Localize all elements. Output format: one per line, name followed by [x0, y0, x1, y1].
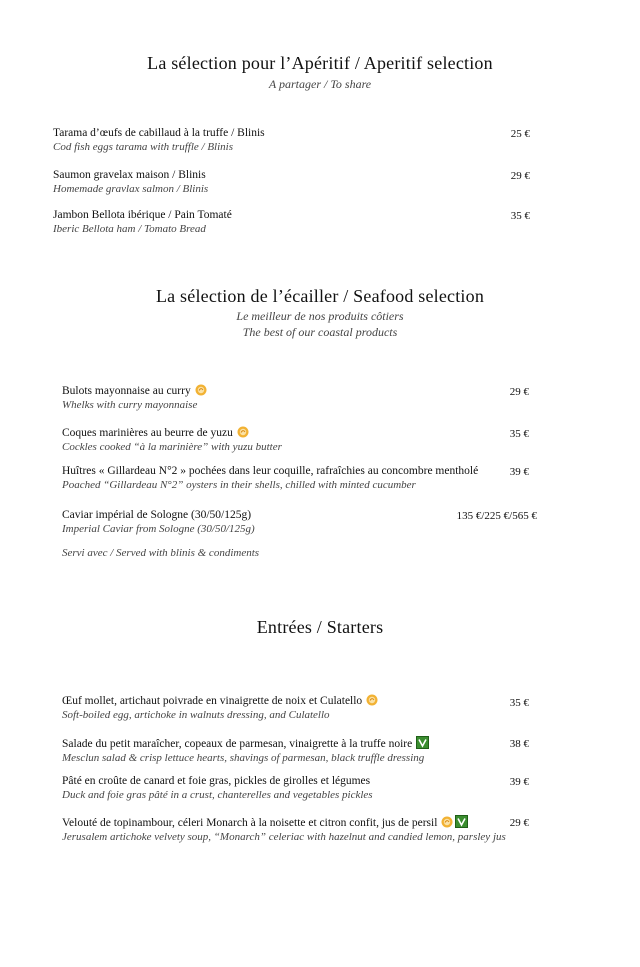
item-price: 29 € [510, 170, 530, 182]
item-name-en: Imperial Caviar from Sologne (30/50/125g) [62, 523, 255, 535]
item-price: 35 € [510, 210, 530, 222]
item-price: 38 € [509, 738, 529, 750]
item-name-fr: Velouté de topinambour, céleri Monarch à la noisette et citron confit, jus de persil [62, 815, 562, 829]
vegetarian-icon [416, 736, 429, 749]
item-price: 39 € [509, 776, 529, 788]
item-name-fr: Coques marinières au beurre de yuzu [62, 426, 562, 439]
spicy-icon [366, 694, 378, 706]
menu-item [53, 127, 553, 153]
served-with-note: Servi avec / Served with blinis & condiments [62, 547, 260, 559]
menu-item [62, 384, 562, 411]
item-price: 39 € [509, 466, 529, 478]
menu-item [53, 209, 553, 235]
item-name-en: Cockles cooked “à la marinière” with yuzu butter [62, 441, 282, 453]
aperitif-subtitle: A partager / To share [268, 77, 372, 91]
item-name-en: Jerusalem artichoke velvety soup, “Monarch” celeriac with hazelnut and candied lemon, parsley jus [62, 831, 506, 843]
item-name-en: Poached “Gillardeau N°2” oysters in their shells, chilled with minted cucumber [62, 479, 416, 491]
spicy-icon [195, 384, 207, 396]
item-name-fr: Pâté en croûte de canard et foie gras, pickles de girolles et légumes [62, 775, 371, 787]
menu-item [62, 775, 562, 801]
item-name-en: Mesclun salad & crisp lettuce hearts, shavings of parmesan, black truffle dressing [62, 752, 425, 764]
vegetarian-icon [455, 815, 468, 828]
item-name-fr: Huîtres « Gillardeau N°2 » pochées dans leur coquille, rafraîchies au concombre mentholé [62, 465, 479, 477]
item-name-fr: Bulots mayonnaise au curry [62, 384, 562, 397]
item-name-en: Duck and foie gras pâté in a crust, chanterelles and vegetables pickles [62, 789, 373, 801]
menu-item [53, 169, 553, 195]
item-name-en: Homemade gravlax salmon / Blinis [53, 183, 209, 195]
menu-item [62, 465, 562, 491]
item-name-fr: Caviar impérial de Sologne (30/50/125g) [62, 509, 252, 521]
item-name-en: Soft-boiled egg, artichoke in walnuts dressing, and Culatello [62, 709, 330, 721]
item-name-fr: Salade du petit maraîcher, copeaux de parmesan, vinaigrette à la truffe noire [62, 736, 562, 750]
item-name-en: Iberic Bellota ham / Tomato Bread [53, 223, 206, 235]
menu-item [62, 815, 562, 843]
item-price: 29 € [509, 386, 529, 398]
spicy-icon [237, 426, 249, 438]
seafood-subtitle-fr: Le meilleur de nos produits côtiers [236, 309, 404, 323]
item-price: 35 € [509, 697, 529, 709]
menu-item [62, 426, 562, 453]
spicy-icon [441, 816, 453, 828]
item-name-en: Cod fish eggs tarama with truffle / Blinis [53, 141, 233, 153]
item-price: 29 € [509, 817, 529, 829]
seafood-title: La sélection de l’écailler / Seafood selection [155, 286, 485, 306]
seafood-subtitle-en: The best of our coastal products [242, 325, 398, 339]
item-name-fr: Saumon gravelax maison / Blinis [53, 169, 206, 181]
item-price: 35 € [509, 428, 529, 440]
aperitif-title: La sélection pour l’Apéritif / Aperitif selection [147, 53, 493, 73]
item-name-fr: Jambon Bellota ibérique / Pain Tomaté [53, 209, 232, 221]
starters-title: Entrées / Starters [256, 617, 384, 637]
item-name-en: Whelks with curry mayonnaise [62, 399, 198, 411]
item-name-fr: Tarama d’œufs de cabillaud à la truffe / Blinis [53, 127, 265, 139]
item-price: 135 €/225 €/565 € [456, 510, 537, 522]
menu-item [62, 736, 562, 764]
item-price: 25 € [510, 128, 530, 140]
menu-item [62, 694, 562, 721]
item-name-fr: Œuf mollet, artichaut poivrade en vinaigrette de noix et Culatello [62, 694, 562, 707]
